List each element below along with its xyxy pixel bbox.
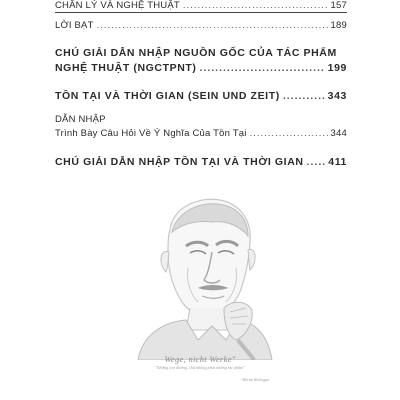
toc-entry-intro[interactable] bbox=[55, 128, 347, 139]
toc-entry-final[interactable] bbox=[55, 156, 347, 168]
toc-entry-loi-bat[interactable] bbox=[55, 20, 347, 31]
toc-entry-title: LỜI BẠT bbox=[55, 20, 94, 31]
top-rule bbox=[55, 12, 347, 13]
quote-author: - Martin Heidegger bbox=[240, 378, 270, 382]
toc-entry-title: CHÂN LÝ VÀ NGHỆ THUẬT bbox=[55, 0, 180, 11]
toc-entry-ngctpnt-line1[interactable]: CHÚ GIẢI DẪN NHẬP NGUỒN GỐC CỦA TÁC PHẨM bbox=[55, 47, 337, 59]
toc-entry-page: 199 bbox=[327, 62, 347, 74]
toc-entry-title: Trình Bày Câu Hỏi Về Ý Nghĩa Của Tồn Tại bbox=[55, 128, 247, 139]
toc-entry-page: 343 bbox=[327, 90, 347, 102]
leader-dots bbox=[97, 20, 328, 31]
quote-main: Wege, nicht Werke" bbox=[164, 354, 236, 364]
leader-dots bbox=[183, 0, 328, 11]
toc-entry-sein-und-zeit[interactable] bbox=[55, 90, 347, 102]
toc-entry-title: CHÚ GIẢI DẪN NHẬP TỒN TẠI VÀ THỜI GIAN bbox=[55, 156, 304, 168]
quote-block bbox=[0, 354, 400, 382]
toc-entry-chan-ly[interactable] bbox=[55, 0, 347, 11]
toc-entry-page: 189 bbox=[330, 20, 347, 31]
toc-entry-page: 157 bbox=[330, 0, 347, 11]
toc-intro-heading: DẪN NHẬP bbox=[55, 114, 106, 125]
leader-dots bbox=[250, 128, 328, 139]
quote-translation: "Những con đường, chứ không phải những tác phẩm" bbox=[154, 365, 246, 370]
toc-entry-title: NGHỆ THUẬT (NGCTPNT) bbox=[55, 62, 197, 74]
leader-dots bbox=[283, 90, 325, 102]
toc-entry-ngctpnt[interactable] bbox=[55, 62, 347, 74]
heidegger-portrait-illustration bbox=[128, 190, 278, 360]
leader-dots bbox=[307, 156, 326, 168]
leader-dots bbox=[200, 62, 325, 74]
toc-entry-page: 411 bbox=[328, 156, 347, 168]
toc-entry-page: 344 bbox=[330, 128, 347, 139]
toc-entry-title: TỒN TẠI VÀ THỜI GIAN (SEIN UND ZEIT) bbox=[55, 90, 280, 102]
